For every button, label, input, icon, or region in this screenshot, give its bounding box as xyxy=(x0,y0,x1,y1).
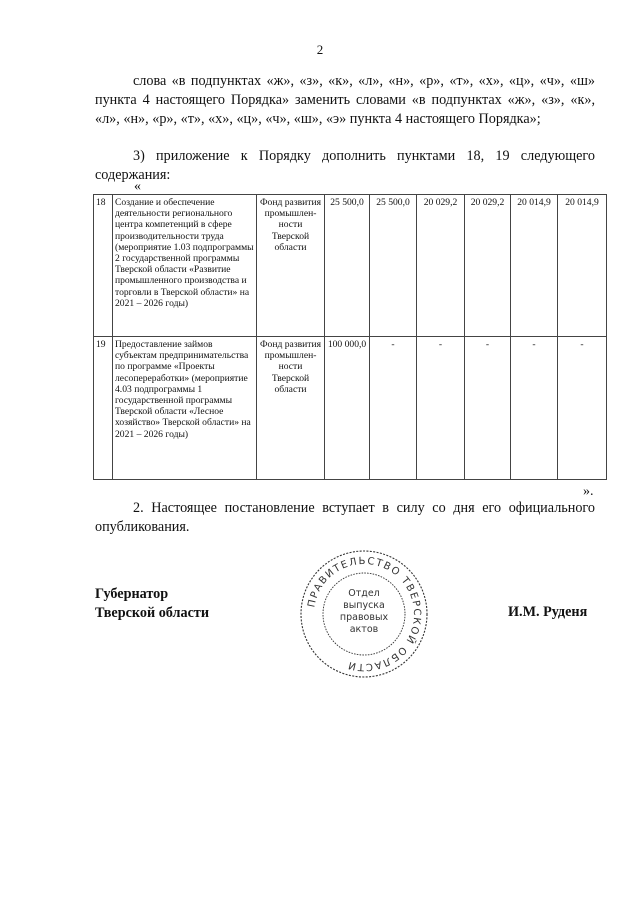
stamp-ring-text: ПРАВИТЕЛЬСТВО ТВЕРСКОЙ ОБЛАСТИ xyxy=(306,555,423,673)
value-cell: 20 029,2 xyxy=(465,195,511,337)
official-stamp xyxy=(298,548,430,680)
executor-name: Фонд развития промышлен-ности Тверской области xyxy=(257,195,325,337)
measure-name: Предоставление займов субъектам предпринимательства по программе «Проекты лесопереработки» (мероприятие 4.03 подпрограммы 1 государственной программы Тверской области «Лесное хозяйство» Тверской области» на 2021 – 2026 годы) xyxy=(113,337,257,480)
value-cell: - xyxy=(370,337,417,480)
paragraph-appendix: 3) приложение к Порядку дополнить пунктами 18, 19 следующего содержания: xyxy=(95,148,595,183)
table-row xyxy=(94,195,607,337)
value-cell: - xyxy=(417,337,465,480)
value-cell: 20 014,9 xyxy=(511,195,558,337)
stamp-line2: выпуска xyxy=(343,600,385,611)
row-number: 18 xyxy=(94,195,113,337)
value-cell: 25 500,0 xyxy=(325,195,370,337)
value-cell: - xyxy=(465,337,511,480)
value-cell: - xyxy=(511,337,558,480)
signatory-title-line2: Тверской области xyxy=(95,605,210,621)
paragraph-effective-date: 2. Настоящее постановление вступает в силу со дня его официального опубликования. xyxy=(95,500,595,535)
value-cell: 20 014,9 xyxy=(558,195,607,337)
row-number: 19 xyxy=(94,337,113,480)
value-cell: 20 029,2 xyxy=(417,195,465,337)
value-cell: 100 000,0 xyxy=(325,337,370,480)
paragraph-amendment: слова «в подпунктах «ж», «з», «к», «л», «н», «р», «т», «х», «ц», «ч», «ш» пункта 4 настоящего Порядка» заменить словами «в подпунктах «ж», «з», «к», «л», «н», «р», «т», «х», «ц», «ч», «ш», «э» пункта 4 настоящего Порядка»; xyxy=(95,73,595,127)
quote-open-mark: « xyxy=(134,179,141,194)
signatory-name: И.М. Руденя xyxy=(508,604,588,620)
signatory-title-line1: Губернатор xyxy=(95,586,169,602)
quote-close-mark: ». xyxy=(583,484,594,499)
executor-name: Фонд развития промышлен-ности Тверской области xyxy=(257,337,325,480)
table-row xyxy=(94,337,607,480)
measure-name: Создание и обеспечение деятельности регионального центра компетенций в сфере производительности труда (мероприятие 1.03 подпрограммы 2 государственной программы Тверской области «Развитие промышленного производства и торговли в Тверской области» на 2021 – 2026 годы) xyxy=(113,195,257,337)
value-cell: - xyxy=(558,337,607,480)
stamp-line4: актов xyxy=(349,624,379,635)
page-number: 2 xyxy=(316,42,324,57)
appendix-table xyxy=(93,194,607,480)
stamp-line3: правовых xyxy=(339,612,389,623)
stamp-line1: Отдел xyxy=(348,588,380,599)
value-cell: 25 500,0 xyxy=(370,195,417,337)
signatory-title xyxy=(95,585,209,623)
